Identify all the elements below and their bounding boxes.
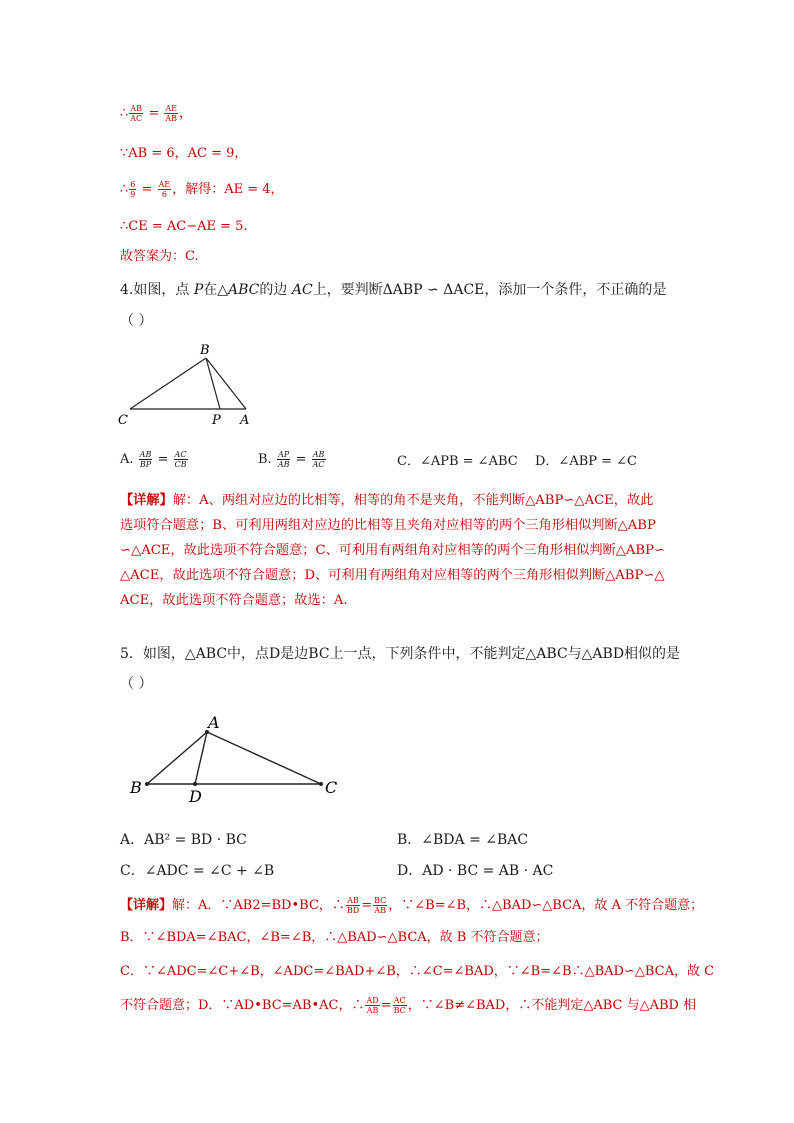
- fraction-6-9: $\frac{6}{9}$: [130, 180, 136, 199]
- label-c: C: [325, 778, 338, 797]
- label-c: C: [118, 413, 128, 428]
- q5-option-d: D．AD · BC = AB · AC: [397, 863, 554, 879]
- point-c: [319, 782, 323, 786]
- solution-line-4: ∴CE = AC−AE = 5.: [120, 219, 248, 234]
- segment-bp: [206, 358, 220, 409]
- q4-answer-paren: （ ）: [120, 313, 153, 329]
- q4-analysis: 【详解】解：A、两组对应边的比相等，相等的角不是夹角，不能判断△ABP∽△ACE，故此 选项符合题意；B、可利用两组对应边的比相等且夹角对应相等的两个三角形相似判断△ABP ∽△ACE，故此选项不符合题意；C、可利用有两组角对应相等的两个三角形相似判断△ABP∽ △ACE，故此选项不符合题意；D、可利用有两组角对应相等的两个三角形相似判断△ABP∽△ ACE，故此选项不符合题意；故选：A.: [120, 493, 665, 608]
- segment-ba: [147, 732, 207, 784]
- segment-ba: [206, 358, 246, 409]
- point-d: [193, 782, 197, 786]
- q4-option-b: B. $\frac{AP}{AB}$ = $\frac{AB}{AC}$: [258, 450, 325, 469]
- fraction-ab-ac: $\frac{AB}{AC}$: [130, 104, 143, 123]
- q5-stem: 5．如图，△ABC中，点D是边BC上一点，下列条件中，不能判定△ABC与△ABD相似的是: [120, 646, 681, 662]
- q5-answer-paren: （ ）: [120, 676, 153, 692]
- solution-line-2: ∵AB = 6，AC = 9，: [120, 146, 248, 161]
- label-a: A: [240, 413, 250, 428]
- q5-option-c: C．∠ADC = ∠C + ∠B: [120, 863, 275, 879]
- answer-line: 故答案为：C.: [120, 249, 199, 264]
- q5-analysis: [120, 896, 714, 1024]
- q5-option-b: B．∠BDA = ∠BAC: [397, 832, 529, 848]
- segment-ac: [207, 732, 321, 784]
- label-p: P: [212, 413, 221, 428]
- q4-option-a: A. $\frac{AB}{BP}$ = $\frac{AC}{CB}$: [120, 450, 187, 469]
- point-b: [145, 782, 149, 786]
- q4-stem: 4.如图，点 P在△ABC的边 AC上，要判断ΔABP ∽ ΔACE，添加一个条件，不正确的是: [120, 282, 667, 298]
- label-b: B: [130, 778, 142, 797]
- solution-line-3: ∴ $\frac{6}{9}$ = $\frac{AE}{6}$ ，解得：AE = 4，: [120, 180, 284, 199]
- q5-analysis-line-1: 【详解】解：A．∵AB2=BD•BC，∴ $\frac{AB}{BD}$ = $\frac{BC}{AB}$ ，∵∠B=∠B，∴△BAD∽△BCA，故 A 不符合题意；: [120, 896, 704, 915]
- fraction-ae-6: $\frac{AE}{6}$: [158, 180, 171, 199]
- q4-triangle-figure: [110, 338, 270, 433]
- q5-analysis-line-2: B．∵∠BDA=∠BAC，∠B=∠B，∴△BAD∽△BCA，故 B 不符合题意；: [120, 930, 549, 945]
- q4-option-d: D．∠ABP = ∠C: [535, 454, 638, 469]
- q5-triangle-figure: [125, 710, 355, 810]
- q5-option-a: A．AB² = BD · BC: [120, 832, 247, 848]
- label-d: D: [189, 787, 202, 806]
- q4-option-c: C．∠APB = ∠ABC: [397, 454, 518, 469]
- solution-line-1: ∴ $\frac{AB}{AC}$ = $\frac{AE}{AB}$ ，: [120, 104, 193, 123]
- segment-cb: [130, 358, 206, 409]
- fraction-ae-ab: $\frac{AE}{AB}$: [165, 104, 178, 123]
- label-a: A: [208, 713, 220, 732]
- q5-analysis-line-3: C．∵∠ADC=∠C+∠B，∠ADC=∠BAD+∠B，∴∠C=∠BAD，∵∠B=∠B∴△BAD∽△BCA，故 C: [120, 964, 715, 979]
- segment-ad: [195, 732, 207, 784]
- label-b: B: [200, 343, 210, 358]
- q5-analysis-line-4: 不符合题意；D．∵AD•BC=AB•AC，∴ $\frac{AD}{AB}$ = $\frac{AC}{BC}$ ，∵∠B≠∠BAD，∴不能判定△ABC 与△ABD 相: [120, 996, 697, 1015]
- therefore-symbol: ∴: [120, 106, 129, 121]
